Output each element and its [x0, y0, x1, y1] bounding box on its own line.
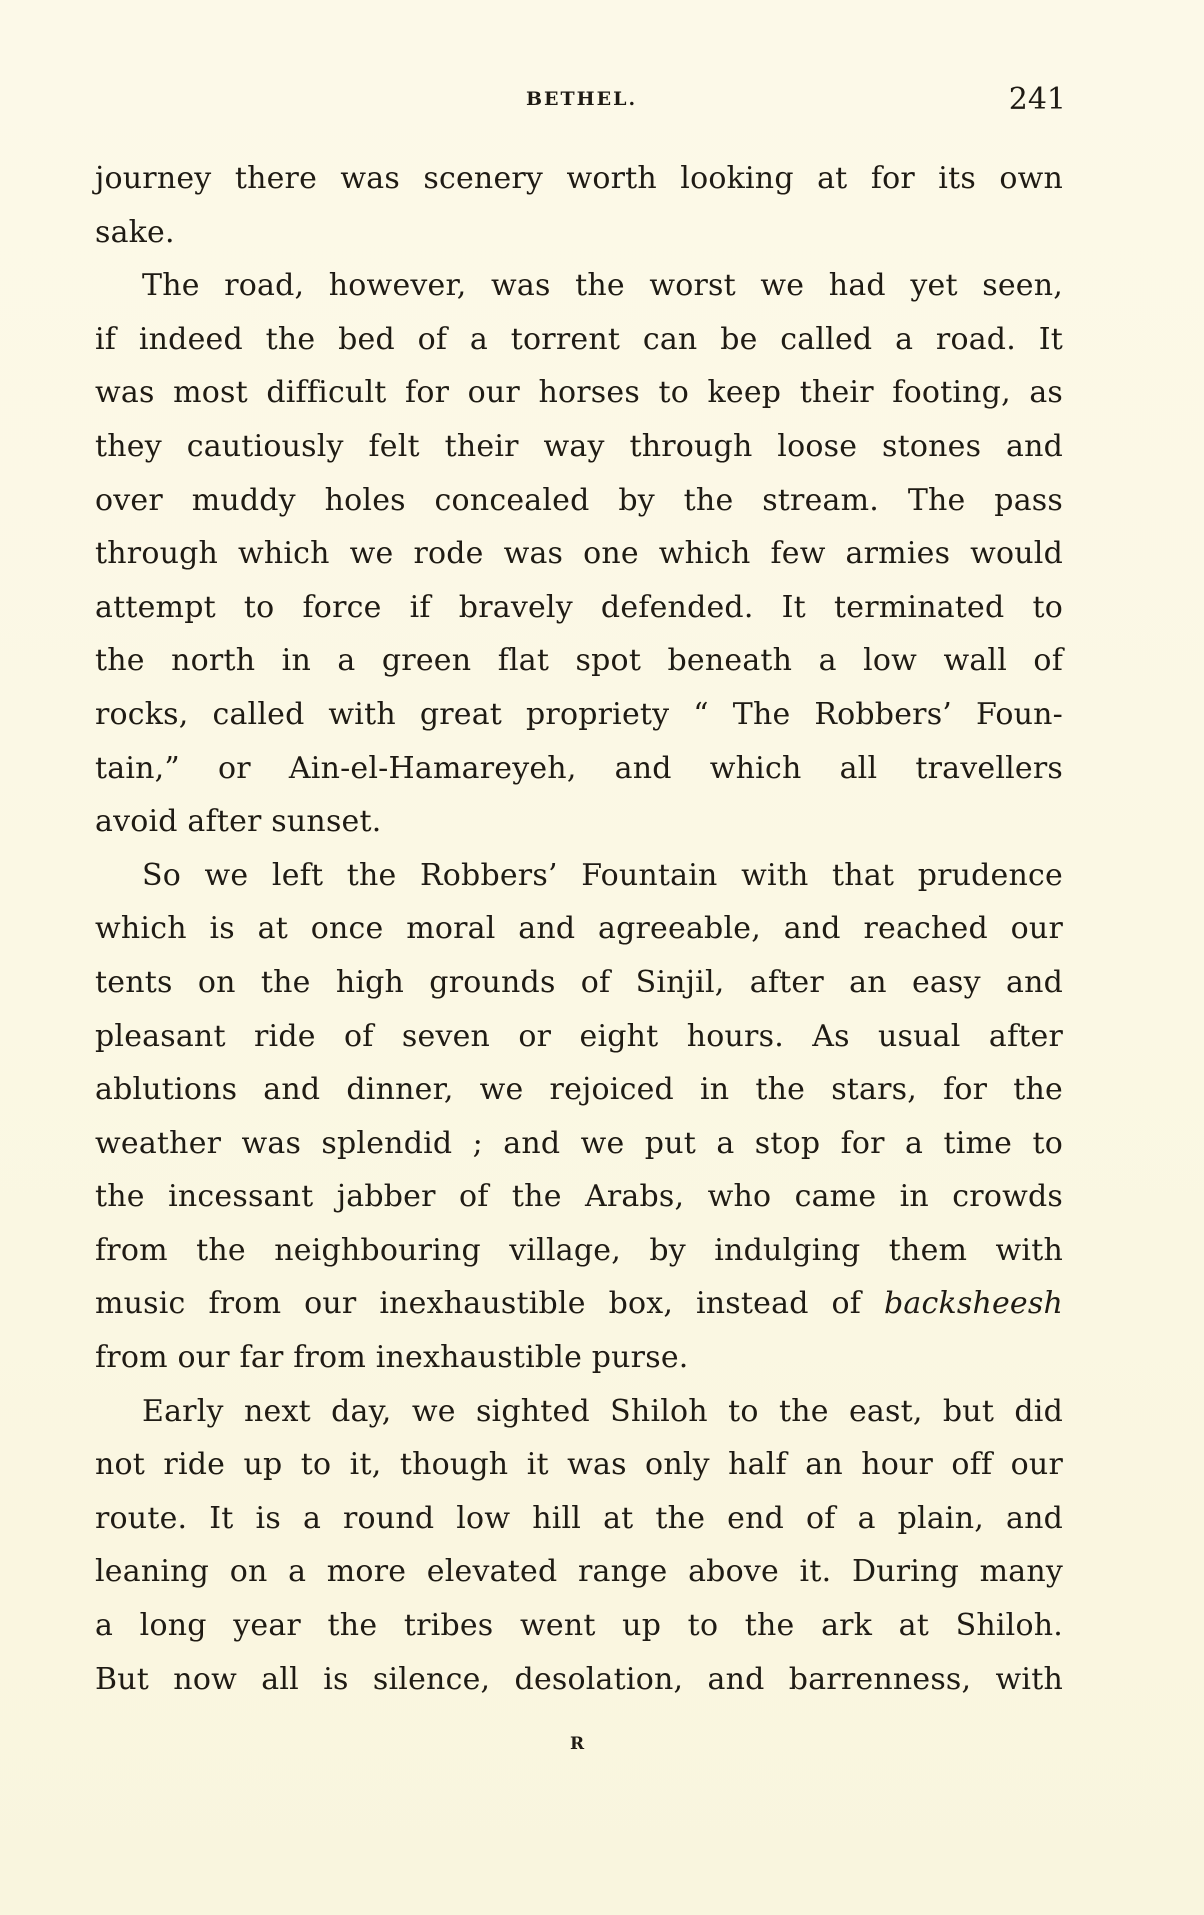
text-line: weather was splendid ; and we put a stop for a time to — [95, 1125, 1063, 1161]
text-line: Early next day, we sighted Shiloh to the east, but did — [142, 1393, 1063, 1429]
text-line: journey there was scenery worth looking at for its own — [95, 161, 1063, 196]
text-line: pleasant ride of seven or eight hours. As usual after — [95, 1018, 1063, 1054]
text-line: they cautiously felt their way through loose stones and — [95, 428, 1063, 464]
text-line: leaning on a more elevated range above it. During many — [95, 1554, 1063, 1590]
text-line: the incessant jabber of the Arabs, who came in crowds — [95, 1179, 1063, 1215]
text-line: rocks, called with great propriety “ The Robbers’ Foun- — [95, 696, 1063, 732]
text-line: not ride up to it, though it was only half an hour off our — [95, 1447, 1063, 1483]
text-line: a long year the tribes went up to the ark at Shiloh. — [95, 1608, 1063, 1644]
text-line: if indeed the bed of a torrent can be called a road. It — [95, 321, 1063, 357]
text-segment: music from our inexhaustible box, instead of — [95, 1286, 884, 1322]
text-line: tents on the high grounds of Sinjil, after an easy and — [95, 964, 1063, 1000]
text-line: But now all is silence, desolation, and barrenness, with — [95, 1661, 1063, 1697]
signature-mark: R — [570, 1734, 586, 1754]
running-head: BETHEL. — [526, 88, 638, 110]
text-line: was most difficult for our horses to keep their footing, as — [95, 375, 1063, 411]
text-line-with-italic — [95, 1277, 1063, 1331]
text-line: from the neighbouring village, by indulging them with — [95, 1232, 1063, 1268]
text-line: ablutions and dinner, we rejoiced in the stars, for the — [95, 1072, 1063, 1108]
page-number: 241 — [1008, 82, 1066, 117]
text-line: over muddy holes concealed by the stream. The pass — [95, 482, 1063, 518]
text-line: through which we rode was one which few armies would — [95, 536, 1063, 572]
page-header — [96, 82, 1066, 122]
text-line: tain,” or Ain-el-Hamareyeh, and which all travellers — [95, 750, 1063, 786]
text-line: which is at once moral and agreeable, and reached our — [95, 911, 1063, 947]
text-line: from our far from inexhaustible purse. — [95, 1340, 689, 1376]
text-line: The road, however, was the worst we had yet seen, — [142, 268, 1063, 304]
text-line: So we left the Robbers’ Fountain with that prudence — [142, 857, 1063, 893]
text-line: attempt to force if bravely defended. It terminated to — [95, 589, 1063, 625]
text-line: the north in a green flat spot beneath a low wall of — [95, 643, 1063, 679]
italic-word: backsheesh — [883, 1286, 1063, 1322]
text-line: avoid after sunset. — [95, 804, 382, 840]
text-line: sake. — [95, 214, 175, 250]
body-text — [95, 152, 1063, 1706]
text-line: route. It is a round low hill at the end of a plain, and — [95, 1500, 1063, 1536]
